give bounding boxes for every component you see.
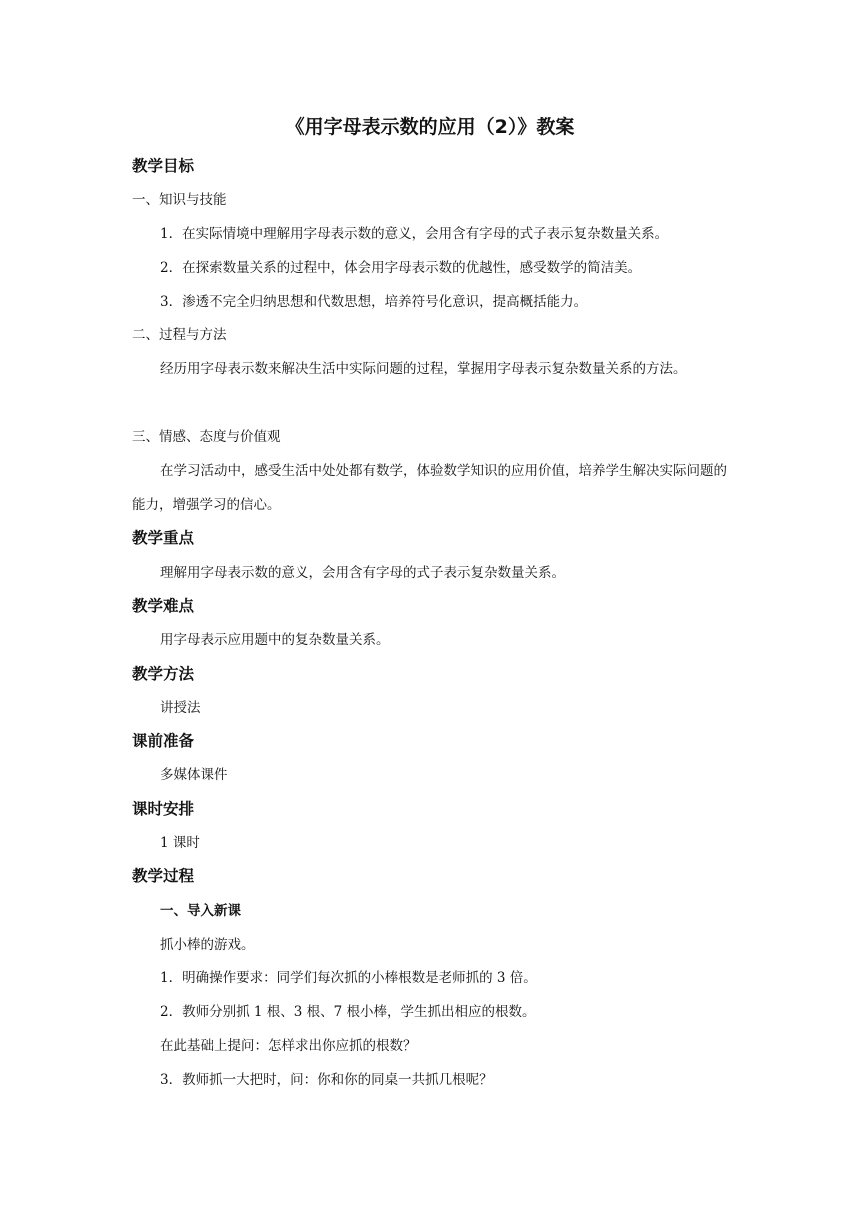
objective-item: 3．渗透不完全归纳思想和代数思想，培养符号化意识，提高概括能力。 (160, 294, 588, 310)
procedure-heading: 教学过程 (132, 867, 195, 885)
process-method-heading: 二、过程与方法 (132, 327, 227, 343)
key-points-text: 理解用字母表示数的意义，会用含有字母的式子表示复杂数量关系。 (160, 565, 565, 581)
preparation-text: 多媒体课件 (160, 767, 228, 783)
objective-item: 2．在探索数量关系的过程中，体会用字母表示数的优越性，感受数学的简洁美。 (160, 260, 642, 276)
difficulties-heading: 教学难点 (132, 597, 195, 615)
emotion-attitude-text: 在学习活动中，感受生活中处处都有数学，体验数学知识的应用价值，培养学生解决实际问题的能力，增强学习的信心。 (132, 463, 727, 513)
method-heading: 教学方法 (132, 665, 195, 683)
procedure-line: 抓小棒的游戏。 (160, 937, 255, 953)
emotion-attitude-heading: 三、情感、态度与价值观 (132, 429, 281, 445)
schedule-heading: 课时安排 (132, 800, 195, 818)
objective-item: 1．在实际情境中理解用字母表示数的意义，会用含有字母的式子表示复杂数量关系。 (160, 226, 669, 242)
objectives-heading: 教学目标 (132, 157, 195, 175)
schedule-text: 1 课时 (160, 835, 200, 851)
method-text: 讲授法 (160, 700, 201, 716)
procedure-line: 在此基础上提问：怎样求出你应抓的根数？ (160, 1038, 417, 1054)
difficulties-text: 用字母表示应用题中的复杂数量关系。 (160, 632, 390, 648)
procedure-line: 1．明确操作要求：同学们每次抓的小棒根数是老师抓的 3 倍。 (160, 970, 537, 986)
procedure-line: 3．教师抓一大把时，问：你和你的同桌一共抓几根呢？ (160, 1072, 493, 1088)
knowledge-skills-heading: 一、知识与技能 (132, 192, 227, 208)
key-points-heading: 教学重点 (132, 529, 195, 547)
preparation-heading: 课前准备 (132, 732, 195, 750)
document-title: 《用字母表示数的应用（2）》教案 (285, 116, 575, 138)
process-method-text: 经历用字母表示数来解决生活中实际问题的过程，掌握用字母表示复杂数量关系的方法。 (160, 361, 687, 377)
procedure-line: 2．教师分别抓 1 根、3 根、7 根小棒，学生抓出相应的根数。 (160, 1004, 536, 1020)
intro-section-heading: 一、导入新课 (160, 903, 241, 919)
